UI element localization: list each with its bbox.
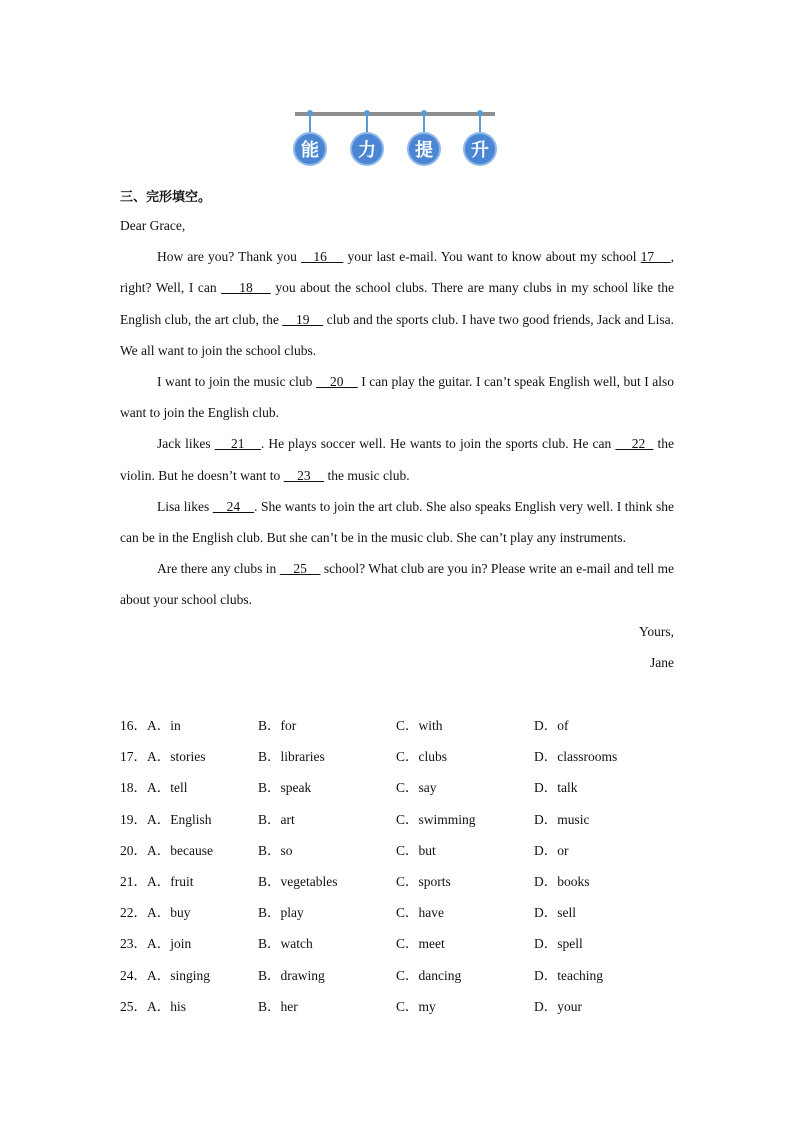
question-option-b: B．for	[258, 718, 297, 733]
question-option-c: C．dancing	[396, 967, 462, 983]
question-option-c: C．swimming	[396, 811, 476, 827]
question-row	[120, 804, 672, 835]
question-option-a: 21．A．fruit	[120, 873, 194, 889]
question-option-c: C．meet	[396, 936, 445, 952]
question-option-a: 18．A．tell	[120, 780, 188, 796]
section-header-badge	[290, 106, 500, 172]
question-option-b: B．drawing	[258, 967, 325, 983]
question-option-d: D．your	[534, 998, 582, 1014]
question-row	[120, 772, 672, 803]
question-option-b: B．speak	[258, 780, 312, 796]
blank-25: 25	[279, 561, 321, 577]
question-option-a: 16．A．in	[120, 718, 181, 733]
blank-23: 23	[283, 467, 325, 483]
question-option-c: C．sports	[396, 873, 451, 889]
question-option-a: 23．A．join	[120, 936, 192, 952]
question-option-b: B．play	[258, 905, 304, 921]
letter-paragraph-1: How are you? Thank you 16 your last e-mail. You want to know about my school 17 , right? Well, I can 18 you about the school clubs. There are many clubs in my school like the English club, the art club, the 19 club and the sports club. I have two good friends, Jack and Lisa. We all want to join the school clubs.	[120, 249, 675, 358]
question-option-b: B．her	[258, 998, 298, 1014]
question-option-d: D．talk	[534, 780, 578, 796]
question-option-c: C．my	[396, 998, 436, 1014]
question-option-d: D．or	[534, 842, 569, 858]
question-option-a: 19．A．English	[120, 811, 212, 827]
question-option-b: B．art	[258, 811, 295, 827]
blank-21: 21	[214, 436, 261, 452]
blank-16: 16	[301, 249, 344, 265]
letter-paragraph-2: I want to join the music club 20 I can play the guitar. I can’t speak English well, but I also want to join the English club.	[120, 374, 674, 421]
question-option-b: B．libraries	[258, 749, 325, 765]
question-option-c: C．with	[396, 718, 443, 733]
question-option-d: D．music	[534, 811, 590, 827]
question-row	[120, 835, 672, 866]
question-option-d: D．books	[534, 873, 590, 889]
question-option-b: B．watch	[258, 936, 313, 952]
question-option-a: 25．A．his	[120, 998, 187, 1014]
letter-paragraph-4: Lisa likes 24 . She wants to join the art club. She also speaks English very well. I think she can be in the English club. But she can’t be in the music club. She can’t play any instruments.	[120, 498, 674, 546]
letter-paragraph-3: Jack likes 21 . He plays soccer well. He wants to join the sports club. He can 22 the violin. But he doesn’t want to 23 the music club.	[120, 436, 675, 483]
question-option-a: 17．A．stories	[120, 749, 206, 765]
question-row	[120, 710, 672, 741]
question-row	[120, 991, 672, 1022]
letter-paragraph-5: Are there any clubs in 25 school? What club are you in? Please write an e-mail and tell me about your school clubs.	[120, 561, 674, 608]
blank-24: 24	[212, 498, 255, 514]
letter-closing: Yours,	[638, 623, 674, 639]
question-option-a: 22．A．buy	[120, 905, 191, 921]
question-option-d: D．spell	[534, 936, 583, 952]
cloze-letter	[120, 210, 674, 678]
header-char-circle: 升	[463, 132, 497, 166]
question-option-d: D．sell	[534, 905, 576, 921]
letter-signature: Jane	[650, 654, 674, 670]
section-title: 三、完形填空。	[120, 190, 212, 205]
blank-18: 18	[221, 280, 271, 296]
question-option-c: C．say	[396, 780, 437, 796]
blank-17: 17	[640, 249, 671, 265]
header-bar	[295, 112, 495, 116]
blank-22: 22	[615, 436, 654, 452]
question-option-b: B．so	[258, 842, 293, 858]
header-char-circle: 提	[407, 132, 441, 166]
question-option-c: C．but	[396, 842, 436, 858]
question-row	[120, 866, 672, 897]
blank-19: 19	[282, 311, 324, 327]
question-option-b: B．vegetables	[258, 873, 338, 889]
answer-options	[120, 710, 672, 1022]
letter-greeting: Dear Grace,	[120, 218, 186, 233]
question-row	[120, 928, 672, 959]
question-option-c: C．clubs	[396, 749, 448, 765]
question-row	[120, 741, 672, 772]
question-option-d: D．of	[534, 718, 569, 733]
question-row	[120, 897, 672, 928]
question-row	[120, 960, 672, 991]
question-option-a: 24．A．singing	[120, 967, 211, 983]
question-option-a: 20．A．because	[120, 842, 213, 858]
blank-20: 20	[315, 374, 358, 390]
question-option-d: D．teaching	[534, 967, 603, 983]
question-option-d: D．classrooms	[534, 749, 618, 765]
header-char-circle: 力	[350, 132, 384, 166]
header-char-circle: 能	[293, 132, 327, 166]
question-option-c: C．have	[396, 905, 444, 921]
